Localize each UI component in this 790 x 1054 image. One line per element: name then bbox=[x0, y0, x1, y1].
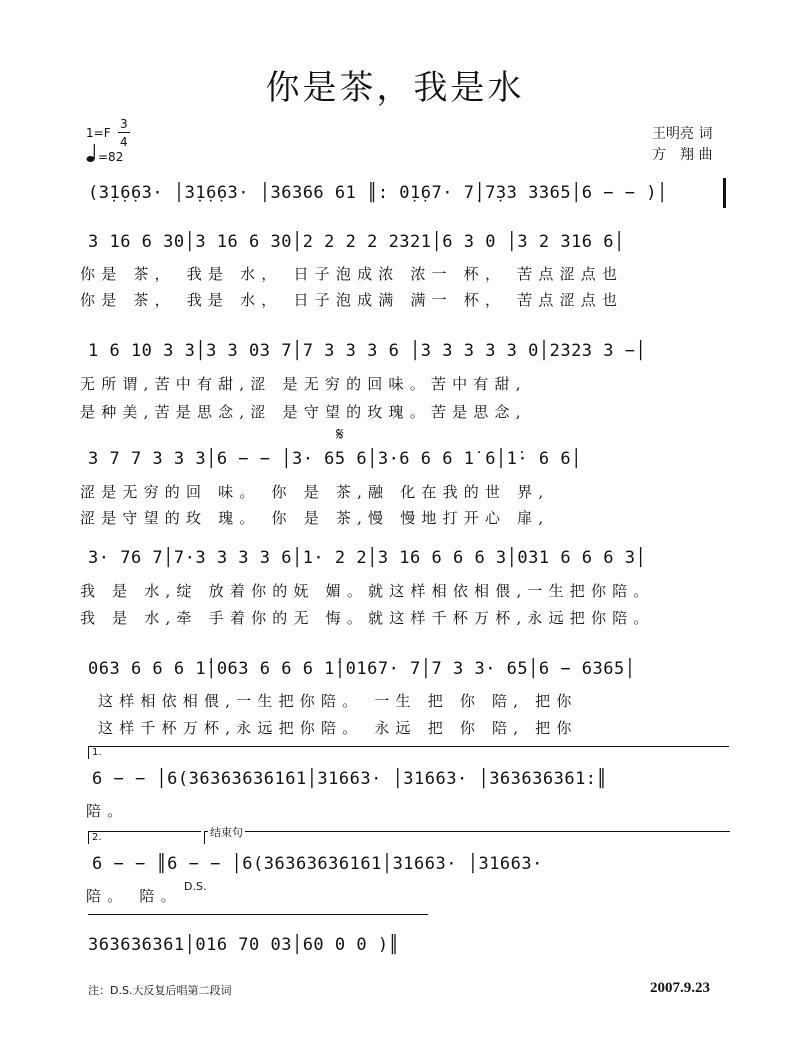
lyrics-line-3a: 无所谓,苦中有甜,涩 是无穷的回味。苦中有甜, bbox=[80, 375, 527, 393]
tempo: =82 bbox=[98, 150, 124, 164]
lyrics-line-4b: 涩是守望的玫 瑰。 你 是 茶,慢 慢地打开心 扉, bbox=[80, 509, 550, 527]
lyricist: 王明亮 词 bbox=[652, 126, 713, 142]
time-signature-top: 3 bbox=[120, 117, 128, 131]
score-line-5: 3· 76 7│7·3 3 3 3 6│1· 2 2│3 16 6 6 6 3│031 6 6 6 3│ bbox=[88, 548, 647, 568]
lyrics-line-2b: 你是 茶， 我是 水， 日子泡成满 满一 杯， 苦点涩点也 bbox=[80, 291, 624, 309]
key-signature: 1=F bbox=[86, 126, 111, 140]
footnote: 注：D.S.大反复后唱第二段词 bbox=[88, 984, 232, 997]
segno-sign: 𝄋 bbox=[336, 424, 344, 445]
song-title: 你是茶，我是水 bbox=[265, 68, 525, 108]
lyrics-line-5a: 我 是 水,绽 放着你的妩 媚。就这样相依相偎,一生把你陪。 bbox=[80, 582, 655, 600]
date: 2007.9.23 bbox=[650, 980, 710, 996]
score-line-4: 3 7 7 3 3 3│6 − − │3· 65 6│3·6 6 6 1̇ 6│1̇· 6 6│ bbox=[88, 449, 582, 469]
lyrics-line-4a: 涩是无穷的回 味。 你 是 茶,融 化在我的世 界, bbox=[80, 483, 550, 501]
lyrics-line-3b: 是种美,苦是思念,涩 是守望的玫瑰。苦是思念, bbox=[80, 403, 527, 421]
time-signature-bottom: 4 bbox=[120, 135, 128, 149]
score-line-9: 363636361│016 70 03│60 0 0 )║ bbox=[88, 935, 400, 955]
lyrics-line-8: 陪。 陪。 bbox=[86, 887, 182, 905]
lyrics-line-6a: 这样相依相偎,一生把你陪。 一生 把 你 陪, 把你 bbox=[98, 692, 578, 710]
lyrics-line-7: 陪。 bbox=[86, 802, 129, 820]
lyrics-line-2a: 你是 茶， 我是 水， 日子泡成浓 浓一 杯， 苦点涩点也 bbox=[80, 265, 624, 283]
ending-label: 结束句 bbox=[210, 826, 243, 839]
volta-2-label: 2. bbox=[92, 832, 102, 843]
score-line-6: 063 6 6 6 1̇│063 6 6 6 1̇│0167· 7│7 3 3· 65│6 − 6365│ bbox=[88, 659, 636, 679]
score-line-8: 6 − − ║6 − − │6(36363636161│31663· │31663· bbox=[92, 854, 543, 874]
ending-bracket bbox=[204, 831, 730, 844]
dal-segno-mark: D.S. bbox=[184, 880, 207, 893]
score-line-7: 6 − − │6(36363636161│31663· │31663· │363636361:║ bbox=[92, 769, 608, 789]
composer: 方 翔 曲 bbox=[652, 147, 713, 163]
score-line-1: (3̣1̣6̣63· │3̣1̣6̣63· │36366 61 ║: 0̣1̣67· 7̣│7̣33 3365│6 − − )│ bbox=[88, 183, 668, 203]
score-line-2: 3 16 6 30│3 16 6 30│2 2 2 2 2321│6 3 0 │3 2 316 6│ bbox=[88, 232, 625, 252]
lyrics-line-5b: 我 是 水,牵 手着你的无 悔。就这样千杯万杯,永远把你陪。 bbox=[80, 609, 655, 627]
score-line-3: 1 6 10 3 3│3 3 03 7│7 3 3 3 6 │3 3 3 3 3 0│2323 3 −│ bbox=[88, 341, 647, 361]
volta-1-label: 1. bbox=[92, 747, 102, 758]
volta-bracket-1 bbox=[88, 746, 729, 759]
quarter-note-icon bbox=[86, 143, 98, 163]
volta-bracket-2 bbox=[88, 831, 201, 844]
lyrics-line-6b: 这样千杯万杯,永远把你陪。 永远 把 你 陪, 把你 bbox=[98, 719, 578, 737]
